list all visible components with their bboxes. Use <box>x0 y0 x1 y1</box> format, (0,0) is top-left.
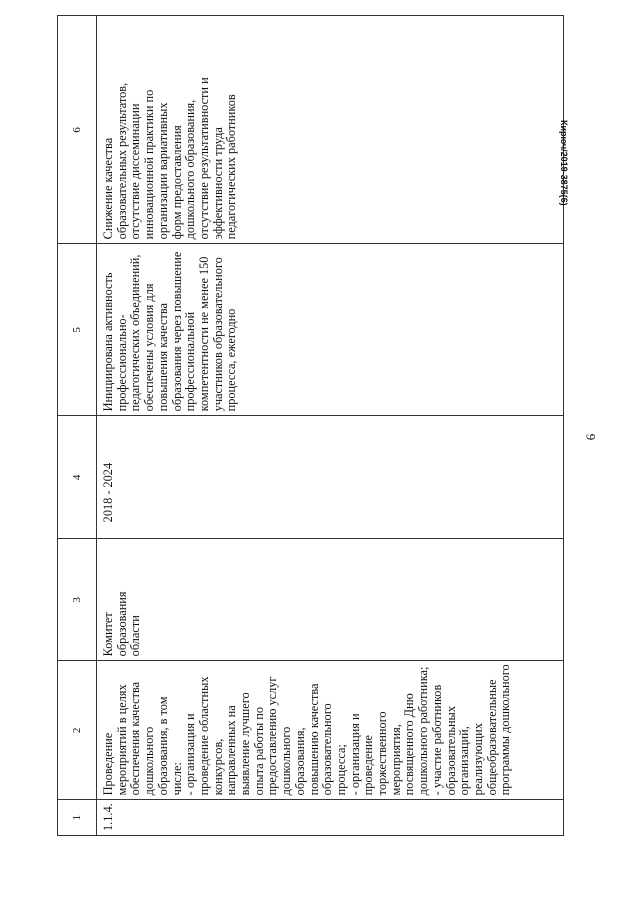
activity-line: - организация и <box>347 713 362 796</box>
risks-line: инновационной практики по <box>142 89 157 240</box>
result-line: обеспечены условия для <box>142 283 157 412</box>
result-line: педагогических объединений, <box>128 254 143 412</box>
row-number: 1.1.4. <box>101 803 115 831</box>
activity-line: выявление лучшего <box>238 692 253 796</box>
result-text <box>97 244 239 415</box>
activity-line: организаций, <box>457 726 472 796</box>
risks-text <box>97 16 239 243</box>
activity-line: мероприятия, <box>388 724 403 796</box>
risks-line: эффективности труда <box>210 127 225 240</box>
activity-line: торжественного <box>375 711 390 796</box>
executor-line: Комитет <box>101 612 115 657</box>
header-col-1: 1 <box>58 800 97 836</box>
result-line: профессиональной <box>183 311 198 412</box>
header-row <box>58 16 97 836</box>
activity-line: направленных на <box>224 705 239 796</box>
executor-line: области <box>128 615 143 657</box>
table-row <box>97 16 564 836</box>
executor-cell <box>97 539 564 661</box>
activity-text <box>97 661 513 799</box>
document-code: Кирюч/2019-3875(6) <box>559 120 569 206</box>
activity-line: образования, <box>292 727 307 796</box>
plan-table <box>57 15 564 836</box>
result-line: процесса, ежегодно <box>224 308 239 412</box>
page-number: 6 <box>583 433 598 441</box>
result-line: образования через повышение <box>169 251 184 412</box>
risks-line: отсутствие результативности и <box>196 77 211 240</box>
row-number-cell <box>97 800 564 836</box>
activity-line: повышению качества <box>306 683 321 796</box>
activity-line: предоставлению услуг <box>265 676 280 796</box>
activity-line: проведение областных <box>196 676 211 796</box>
risks-line: организации вариативных <box>155 102 170 240</box>
activity-line: общеобразовательные <box>484 679 499 796</box>
risks-cell <box>97 16 564 244</box>
activity-line: проведение <box>361 735 376 796</box>
activity-line: - участие работников <box>429 684 444 796</box>
activity-line: - организация и <box>183 713 198 796</box>
activity-line: образовательного <box>320 703 335 796</box>
risks-line: образовательных результатов, <box>114 82 129 240</box>
activity-line: реализующих <box>470 723 485 796</box>
activity-line: программы дошкольного <box>498 664 513 796</box>
activity-line: мероприятий в целях <box>114 684 129 796</box>
risks-line: Снижение качества <box>101 137 115 240</box>
activity-line: обеспечения качества <box>128 681 143 796</box>
activity-line: посвященного Дню <box>402 693 417 796</box>
risks-line: форм предоставления <box>169 125 184 240</box>
result-cell <box>97 244 564 416</box>
header-col-2: 2 <box>58 661 97 800</box>
header-col-3: 3 <box>58 539 97 661</box>
activity-line: числе: <box>169 762 184 796</box>
risks-line: отсутствие диссеминации <box>128 103 143 240</box>
risks-line: дошкольного образования, <box>183 99 198 240</box>
executor-text <box>97 539 143 660</box>
result-line: Инициирована активность <box>101 272 115 412</box>
activity-line: Проведение <box>101 732 115 796</box>
result-line: участников образовательного <box>210 257 225 412</box>
activity-line: дошкольного <box>142 726 157 796</box>
result-line: компетентности не менее 150 <box>196 256 211 412</box>
activity-line: дошкольного работника; <box>416 666 431 796</box>
activity-line: опыта работы по <box>251 706 266 796</box>
activity-cell <box>97 661 564 800</box>
activity-line: процесса; <box>333 744 348 796</box>
activity-line: конкурсов, <box>210 738 225 796</box>
executor-line: образования <box>114 591 129 657</box>
period-cell <box>97 416 564 539</box>
activity-line: образовательных <box>443 706 458 796</box>
header-col-5: 5 <box>58 244 97 416</box>
risks-line: педагогических работников <box>224 94 239 240</box>
header-col-4: 4 <box>58 416 97 539</box>
result-line: повышения качества <box>155 303 170 412</box>
result-line: профессионально- <box>114 314 129 412</box>
activity-line: дошкольного <box>279 726 294 796</box>
period-text: 2018 - 2024 <box>101 462 115 523</box>
activity-line: образования, в том <box>155 696 170 796</box>
header-col-6: 6 <box>58 16 97 244</box>
